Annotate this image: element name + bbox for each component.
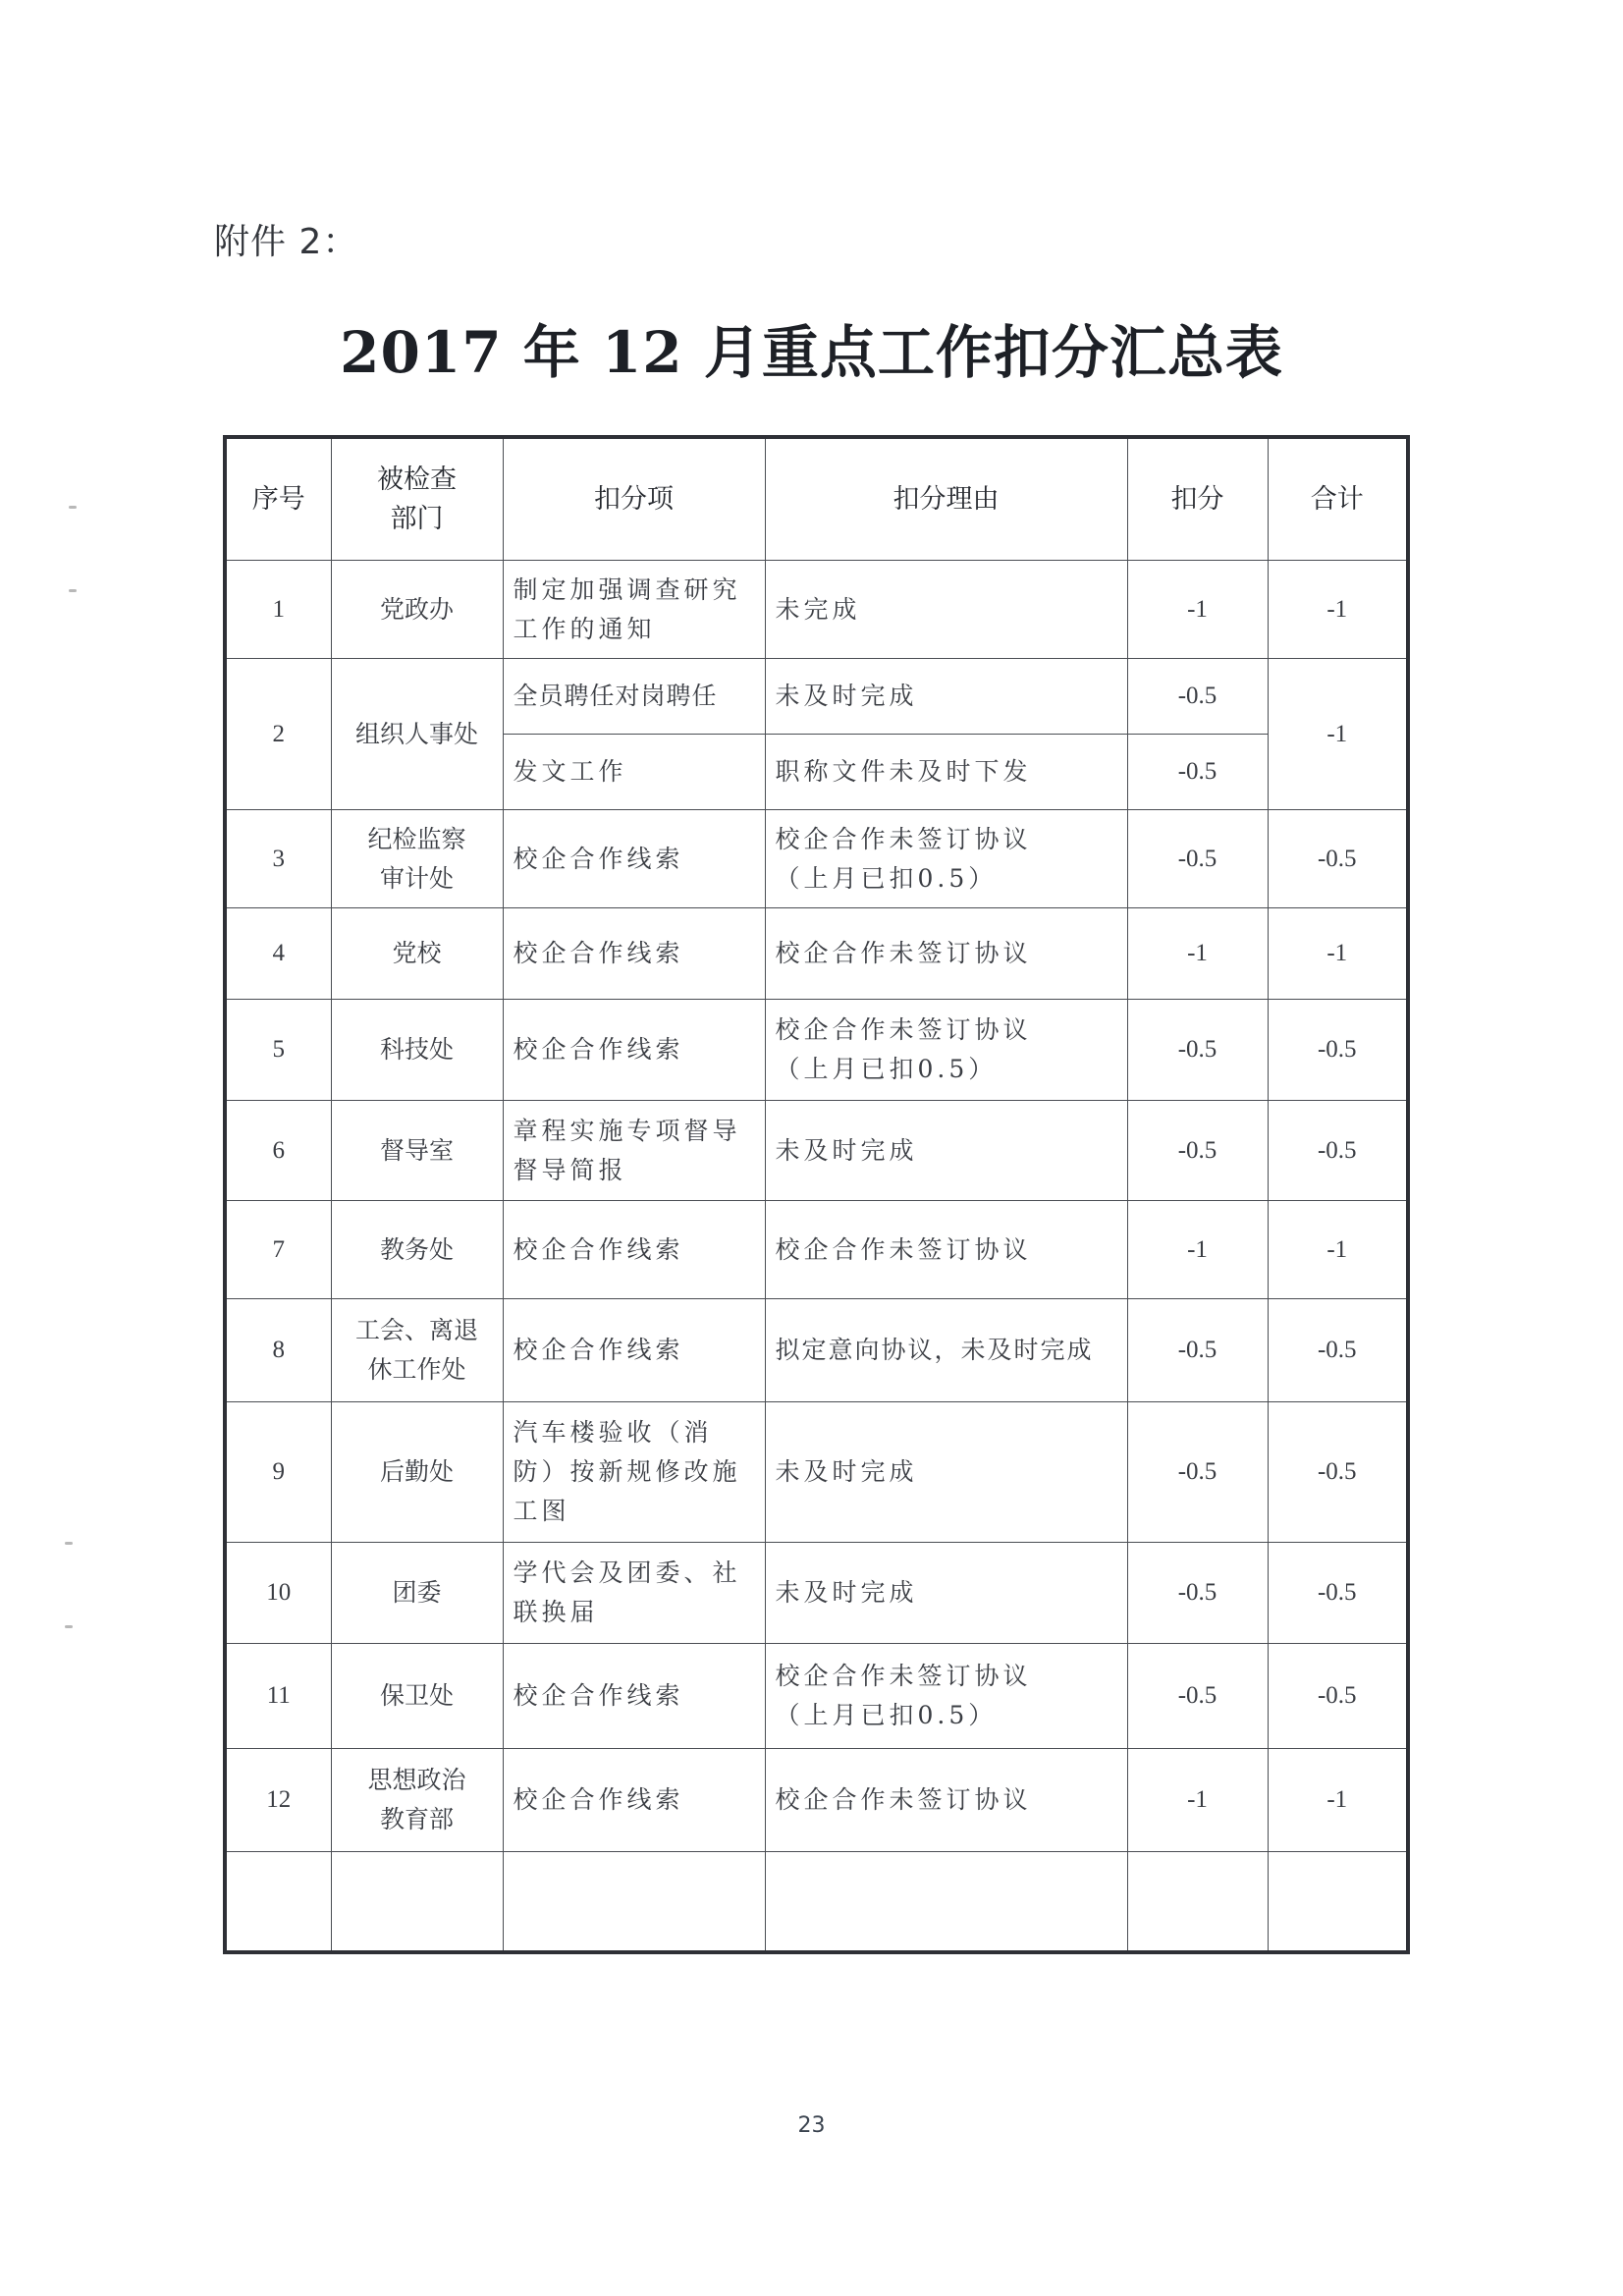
cell-seq: 10 xyxy=(225,1543,331,1644)
cell-total: -0.5 xyxy=(1268,1000,1408,1101)
cell-deduction: -1 xyxy=(1127,908,1268,1000)
header-reason: 扣分理由 xyxy=(765,437,1127,561)
table-row xyxy=(225,1201,1408,1299)
table-header-row xyxy=(225,437,1408,561)
binding-hole-mark xyxy=(69,589,77,592)
cell-reason: 未完成 xyxy=(765,561,1127,659)
binding-hole-mark xyxy=(65,1542,73,1545)
cell-deduction: -0.5 xyxy=(1127,1402,1268,1543)
cell-deduction: -0.5 xyxy=(1127,1299,1268,1402)
cell-total: -1 xyxy=(1268,659,1408,810)
cell-item: 校企合作线索 xyxy=(503,908,765,1000)
cell-reason: 未及时完成 xyxy=(765,1101,1127,1201)
cell-dept: 教务处 xyxy=(331,1201,503,1299)
cell-dept: 党政办 xyxy=(331,561,503,659)
cell-dept: 组织人事处 xyxy=(331,659,503,810)
cell-item: 章程实施专项督导督导简报 xyxy=(503,1101,765,1201)
cell-seq: 2 xyxy=(225,659,331,810)
header-total: 合计 xyxy=(1268,437,1408,561)
cell-deduction: -0.5 xyxy=(1127,1543,1268,1644)
header-deduction: 扣分 xyxy=(1127,437,1268,561)
cell-total: -1 xyxy=(1268,1749,1408,1852)
cell-seq: 1 xyxy=(225,561,331,659)
cell-dept: 思想政治教育部 xyxy=(331,1749,503,1852)
cell-total: -1 xyxy=(1268,561,1408,659)
empty-cell xyxy=(225,1852,331,1952)
cell-item: 校企合作线索 xyxy=(503,1644,765,1749)
cell-deduction: -0.5 xyxy=(1127,1000,1268,1101)
binding-hole-mark xyxy=(69,506,77,509)
cell-item: 校企合作线索 xyxy=(503,810,765,908)
empty-cell xyxy=(503,1852,765,1952)
empty-cell xyxy=(1127,1852,1268,1952)
cell-deduction: -0.5 xyxy=(1127,1101,1268,1201)
deduction-summary-table xyxy=(223,435,1410,1954)
cell-total: -0.5 xyxy=(1268,1644,1408,1749)
cell-total: -0.5 xyxy=(1268,810,1408,908)
cell-deduction: -0.5 xyxy=(1127,1644,1268,1749)
cell-dept: 后勤处 xyxy=(331,1402,503,1543)
table-row xyxy=(225,1101,1408,1201)
table-row xyxy=(225,1402,1408,1543)
cell-deduction: -0.5 xyxy=(1127,659,1268,735)
cell-deduction: -1 xyxy=(1127,1749,1268,1852)
cell-seq: 6 xyxy=(225,1101,331,1201)
header-seq: 序号 xyxy=(225,437,331,561)
cell-item: 汽车楼验收（消防）按新规修改施工图 xyxy=(503,1402,765,1543)
cell-seq: 8 xyxy=(225,1299,331,1402)
cell-reason: 未及时完成 xyxy=(765,1543,1127,1644)
cell-dept: 督导室 xyxy=(331,1101,503,1201)
empty-table-row xyxy=(225,1852,1408,1952)
cell-deduction: -0.5 xyxy=(1127,735,1268,810)
cell-deduction: -0.5 xyxy=(1127,810,1268,908)
binding-hole-mark xyxy=(65,1625,73,1628)
cell-reason: 校企合作未签订协议（上月已扣0.5） xyxy=(765,1644,1127,1749)
cell-reason: 校企合作未签订协议（上月已扣0.5） xyxy=(765,1000,1127,1101)
table-row xyxy=(225,1749,1408,1852)
cell-item: 学代会及团委、社联换届 xyxy=(503,1543,765,1644)
cell-deduction: -1 xyxy=(1127,1201,1268,1299)
cell-total: -0.5 xyxy=(1268,1402,1408,1543)
cell-total: -1 xyxy=(1268,1201,1408,1299)
cell-item: 发文工作 xyxy=(503,735,765,810)
empty-cell xyxy=(765,1852,1127,1952)
cell-item: 制定加强调查研究工作的通知 xyxy=(503,561,765,659)
header-item: 扣分项 xyxy=(503,437,765,561)
attachment-label: 附件 2： xyxy=(214,222,359,262)
cell-total: -0.5 xyxy=(1268,1299,1408,1402)
empty-cell xyxy=(1268,1852,1408,1952)
cell-item: 校企合作线索 xyxy=(503,1299,765,1402)
table-row xyxy=(225,1644,1408,1749)
cell-item: 校企合作线索 xyxy=(503,1201,765,1299)
table-row xyxy=(225,908,1408,1000)
table-row xyxy=(225,1299,1408,1402)
cell-reason: 职称文件未及时下发 xyxy=(765,735,1127,810)
cell-reason: 校企合作未签订协议 xyxy=(765,1201,1127,1299)
cell-seq: 4 xyxy=(225,908,331,1000)
cell-item: 校企合作线索 xyxy=(503,1000,765,1101)
cell-total: -1 xyxy=(1268,908,1408,1000)
header-dept: 被检查部门 xyxy=(331,437,503,561)
cell-seq: 11 xyxy=(225,1644,331,1749)
cell-reason: 拟定意向协议，未及时完成 xyxy=(765,1299,1127,1402)
table-row xyxy=(225,561,1408,659)
document-title: 2017 年 12 月重点工作扣分汇总表 xyxy=(340,319,1283,386)
cell-reason: 校企合作未签订协议（上月已扣0.5） xyxy=(765,810,1127,908)
cell-seq: 12 xyxy=(225,1749,331,1852)
table-row xyxy=(225,810,1408,908)
cell-dept: 团委 xyxy=(331,1543,503,1644)
page-number: 23 xyxy=(797,2113,826,2138)
cell-reason: 未及时完成 xyxy=(765,659,1127,735)
cell-reason: 校企合作未签订协议 xyxy=(765,908,1127,1000)
cell-reason: 未及时完成 xyxy=(765,1402,1127,1543)
cell-item: 全员聘任对岗聘任 xyxy=(503,659,765,735)
cell-dept: 工会、离退休工作处 xyxy=(331,1299,503,1402)
cell-seq: 7 xyxy=(225,1201,331,1299)
cell-total: -0.5 xyxy=(1268,1543,1408,1644)
cell-seq: 9 xyxy=(225,1402,331,1543)
cell-dept: 保卫处 xyxy=(331,1644,503,1749)
table-row xyxy=(225,659,1408,735)
cell-item: 校企合作线索 xyxy=(503,1749,765,1852)
cell-dept: 党校 xyxy=(331,908,503,1000)
table-row xyxy=(225,1000,1408,1101)
cell-dept: 纪检监察审计处 xyxy=(331,810,503,908)
cell-deduction: -1 xyxy=(1127,561,1268,659)
table-row xyxy=(225,1543,1408,1644)
cell-seq: 5 xyxy=(225,1000,331,1101)
cell-dept: 科技处 xyxy=(331,1000,503,1101)
cell-reason: 校企合作未签订协议 xyxy=(765,1749,1127,1852)
cell-total: -0.5 xyxy=(1268,1101,1408,1201)
empty-cell xyxy=(331,1852,503,1952)
cell-seq: 3 xyxy=(225,810,331,908)
